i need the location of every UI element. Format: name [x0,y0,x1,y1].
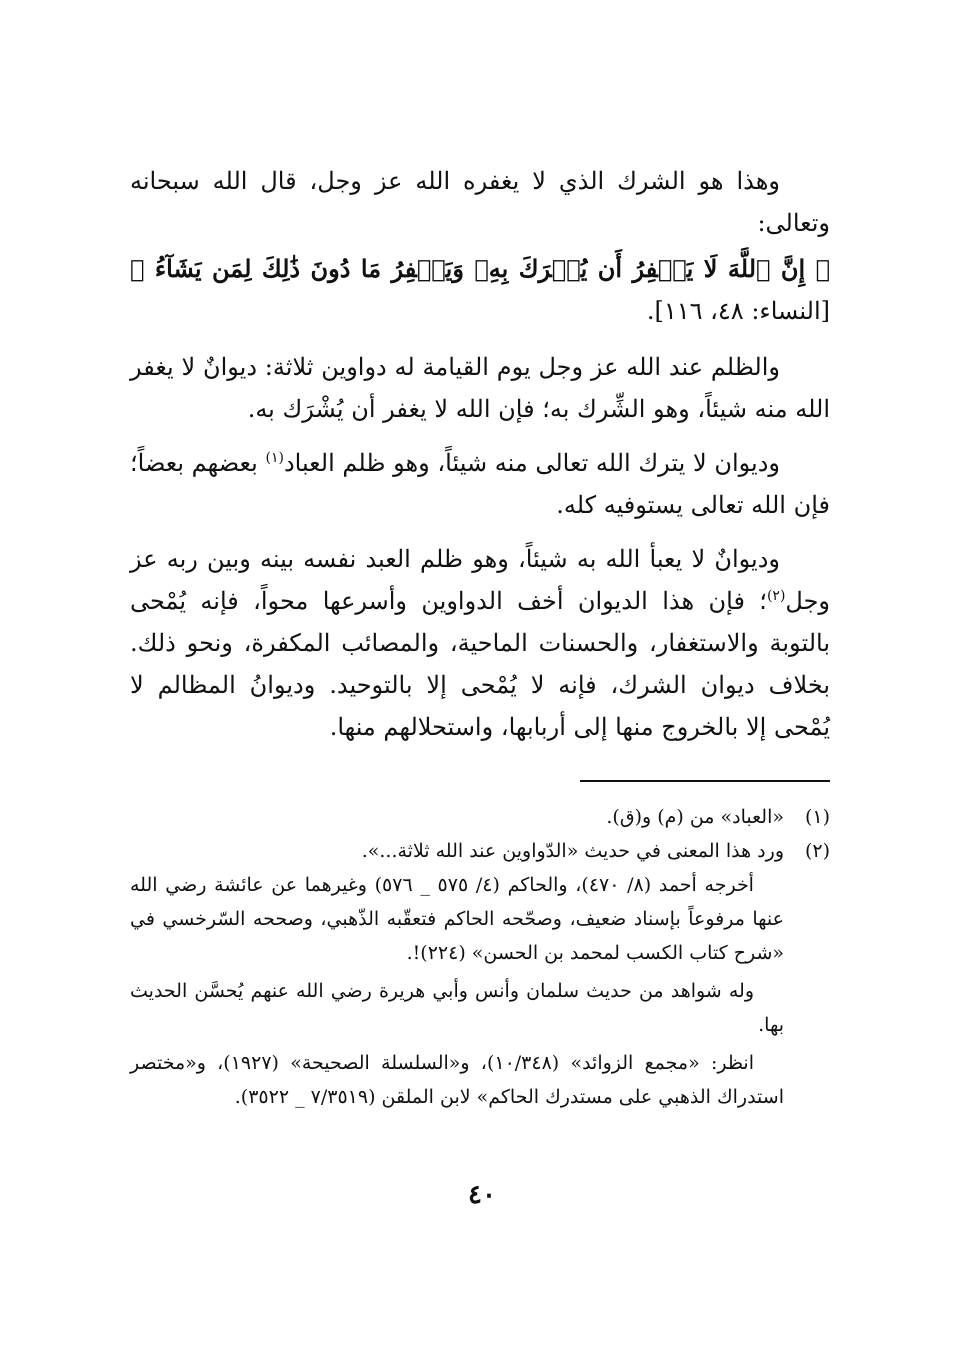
footnote-2-number: (٢) [804,840,830,862]
footnote-2-references: انظر: «مجمع الزوائد» (١٠/٣٤٨)، و«السلسلة الصحيحة» (١٩٢٧)، و«مختصر استدراك الذهبي على مستدرك الحاكم» لابن الملقن (٧/٣٥١٩ _ ٣٥٢٢). [130,1052,784,1108]
footnote-ref-2[interactable]: (٢) [766,588,786,604]
footnote-1 [130,800,830,834]
paragraph-2: والظلم عند الله عز وجل يوم القيامة له دواوين ثلاثة: ديوانٌ لا يغفر الله منه شيئاً، وهو الشِّرك به؛ فإن الله لا يغفر أن يُشْرَك به. [130,353,830,423]
main-text [130,160,830,760]
footnote-divider [580,780,830,782]
quran-verse: ﴿ إِنَّ ٱللَّهَ لَا يَغۡفِرُ أَن يُشۡرَكَ بِهِۦ وَيَغۡفِرُ مَا دُونَ ذَٰلِكَ لِمَن يَشَآءُ ﴾ [130,254,830,283]
paragraph-4 [130,538,830,748]
paragraph-3 [130,442,830,526]
footnote-1-text: «العباد» من (م) و(ق). [606,806,784,828]
paragraph-4-text-a: وديوانٌ لا يعبأ الله به شيئاً، وهو ظلم العبد نفسه بينه وبين ربه عز وجل [130,545,831,615]
footnote-ref-1[interactable]: (١) [265,450,284,466]
footnotes-section [130,780,830,1118]
footnote-2-text: ورد هذا المعنى في حديث «الدّواوين عند الله ثلاثة...». [361,840,784,862]
verse-reference: [النساء: ٤٨، ١١٦]. [646,297,830,325]
paragraph-3-text-b: بعضهم بعضاً؛ فإن الله تعالى يستوفيه كله. [130,449,830,519]
footnote-2-shawahid: وله شواهد من حديث سلمان وأنس وأبي هريرة رضي الله عنهم يُحسَّن الحديث بها. [130,980,784,1036]
quran-verse-line [130,248,830,332]
footnote-2 [130,834,830,868]
paragraph-3-text-a: وديوان لا يترك الله تعالى منه شيئاً، وهو ظلم العباد [283,449,781,477]
paragraph-4-text-b: ؛ فإن هذا الديوان أخف الدواوين وأسرعها محواً، فإنه يُمْحى بالتوبة والاستغفار، والحسنات الماحية، والمصائب المكفرة، ونحو ذلك. بخلاف ديوان الشرك، فإنه لا يُمْحى إلا بالتوحيد. وديوانُ المظالم لا يُمْحى إلا بالخروج منها إلى أربابها، واستحلالهم منها. [130,587,830,741]
footnote-1-number: (١) [804,806,830,828]
page-number: ٤٠ [468,1180,496,1210]
paragraph-1: وهذا هو الشرك الذي لا يغفره الله عز وجل، قال الله سبحانه وتعالى: [130,167,830,237]
footnote-2-takhrij: أخرجه أحمد (٨/ ٤٧٠)، والحاكم (٤/ ٥٧٥ _ ٥٧٦) وغيرهما عن عائشة رضي الله عنها مرفوعاً بإسناد ضعيف، وصحّحه الحاكم فتعقّبه الذّهبي، وصححه السّرخسي في «شرح كتاب الكسب لمحمد بن الحسن» (٢٢٤)!. [130,874,784,964]
